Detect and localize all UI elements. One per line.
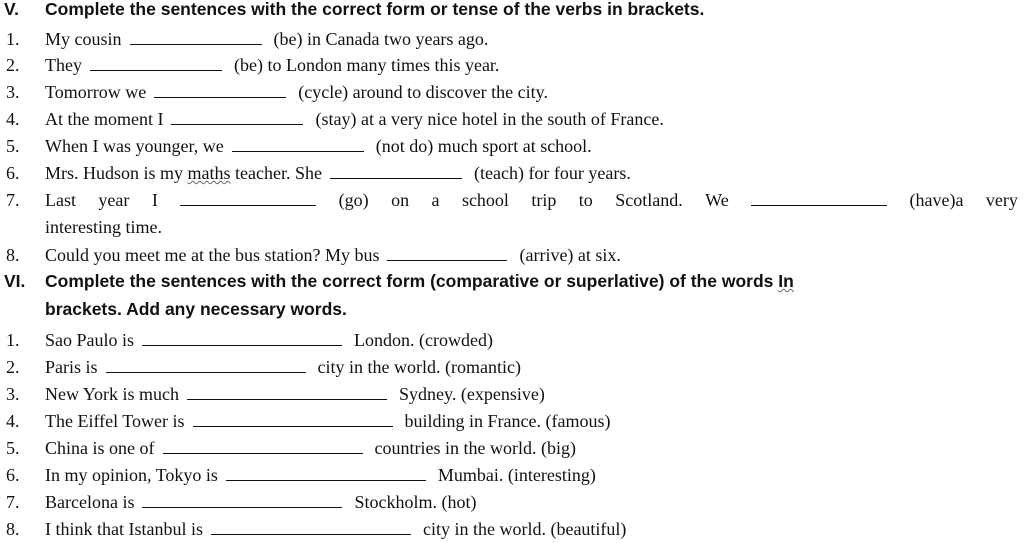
item-text: (be) to London many times this year.: [233, 55, 500, 75]
item-text: Mumbai. (interesting): [437, 465, 596, 485]
item-number: 4.: [6, 109, 20, 129]
item-text: (teach) for four years.: [473, 163, 631, 183]
item-number: 2.: [6, 357, 20, 377]
answer-blank[interactable]: [163, 436, 363, 454]
item-number: 8.: [6, 519, 20, 539]
item-text: Tomorrow we: [45, 82, 147, 102]
item-text: Sao Paulo is: [45, 330, 135, 350]
item-word: Last: [45, 190, 76, 210]
section-number: VI.: [4, 271, 26, 291]
item-text: China is one of: [45, 438, 155, 458]
answer-blank[interactable]: [180, 188, 316, 206]
item-text: When I was younger, we: [45, 136, 224, 156]
answer-blank[interactable]: [751, 188, 887, 206]
item-word: We: [705, 190, 729, 210]
item-text: building in France. (famous): [404, 411, 611, 431]
answer-blank[interactable]: [154, 80, 286, 98]
answer-blank[interactable]: [90, 53, 222, 71]
item-text: My cousin: [45, 29, 122, 49]
item-number: 1.: [6, 330, 20, 350]
item-word: on: [391, 190, 410, 210]
item-number: 8.: [6, 245, 20, 265]
item-text: (cycle) around to discover the city.: [298, 82, 548, 102]
item-word: school: [461, 190, 509, 210]
spelling-flagged-word: maths: [187, 163, 231, 183]
item-text: They: [45, 55, 82, 75]
item-text: New York is much: [45, 384, 180, 404]
section-vi-heading: [4, 268, 1018, 295]
item-text: city in the world. (romantic): [317, 357, 521, 377]
item-number: 3.: [6, 82, 20, 102]
item-text: Barcelona is: [45, 492, 135, 512]
answer-blank[interactable]: [330, 161, 462, 179]
item-number: 2.: [6, 55, 20, 75]
answer-blank[interactable]: [130, 27, 262, 45]
section-title: Complete the sentences with the correct form (comparative or superlative) of the words: [45, 271, 774, 291]
item-number: 4.: [6, 411, 20, 431]
answer-blank[interactable]: [226, 463, 426, 481]
item-text: teacher. She: [235, 163, 322, 183]
item-word: (have)a: [909, 190, 964, 210]
answer-blank[interactable]: [106, 355, 306, 373]
item-number: 5.: [6, 136, 20, 156]
item-text: London. (crowded): [354, 330, 493, 350]
item-word: trip: [531, 190, 557, 210]
item-number: 7.: [6, 190, 20, 210]
section-title: Complete the sentences with the correct form or tense of the verbs in brackets.: [45, 0, 705, 19]
answer-blank[interactable]: [187, 382, 387, 400]
item-text: countries in the world. (big): [374, 438, 576, 458]
spelling-flagged-word: In: [778, 271, 794, 291]
answer-blank[interactable]: [387, 243, 507, 261]
section-title: brackets. Add any necessary words.: [45, 299, 347, 319]
section-vi-heading-continuation: [4, 296, 1018, 323]
item-word: to: [578, 190, 593, 210]
answer-blank[interactable]: [232, 134, 364, 152]
item-text: (stay) at a very nice hotel in the south of France.: [315, 109, 664, 129]
item-text: city in the world. (beautiful): [422, 519, 627, 539]
item-text: The Eiffel Tower is: [45, 411, 185, 431]
item-number: 6.: [6, 163, 20, 183]
item-text: I think that Istanbul is: [45, 519, 203, 539]
item-word: year: [98, 190, 130, 210]
item-number: 6.: [6, 465, 20, 485]
item-number: 7.: [6, 492, 20, 512]
answer-blank[interactable]: [142, 490, 342, 508]
item-text: (be) in Canada two years ago.: [273, 29, 489, 49]
item-word: (go): [338, 190, 369, 210]
answer-blank[interactable]: [211, 517, 411, 535]
answer-blank[interactable]: [193, 409, 393, 427]
section-v-heading: [4, 0, 1018, 23]
item-text: At the moment I: [45, 109, 164, 129]
item-text: Could you meet me at the bus station? My bus: [45, 245, 380, 265]
item-number: 3.: [6, 384, 20, 404]
item-number: 5.: [6, 438, 20, 458]
item-text: Paris is: [45, 357, 98, 377]
item-text: Stockholm. (hot): [354, 492, 477, 512]
item-word: very: [985, 190, 1018, 210]
item-word: Scotland.: [615, 190, 683, 210]
item-word: I: [151, 190, 158, 210]
section-number: V.: [4, 0, 19, 19]
item-text: Sydney. (expensive): [399, 384, 545, 404]
item-text: Mrs. Hudson is my: [45, 163, 184, 183]
item-text: In my opinion, Tokyo is: [45, 465, 218, 485]
item-text: (not do) much sport at school.: [375, 136, 592, 156]
item-word: a: [431, 190, 440, 210]
item-number: 1.: [6, 29, 20, 49]
answer-blank[interactable]: [142, 328, 342, 346]
item-text: (arrive) at six.: [519, 245, 621, 265]
answer-blank[interactable]: [171, 107, 303, 125]
item-text: interesting time.: [45, 217, 162, 237]
